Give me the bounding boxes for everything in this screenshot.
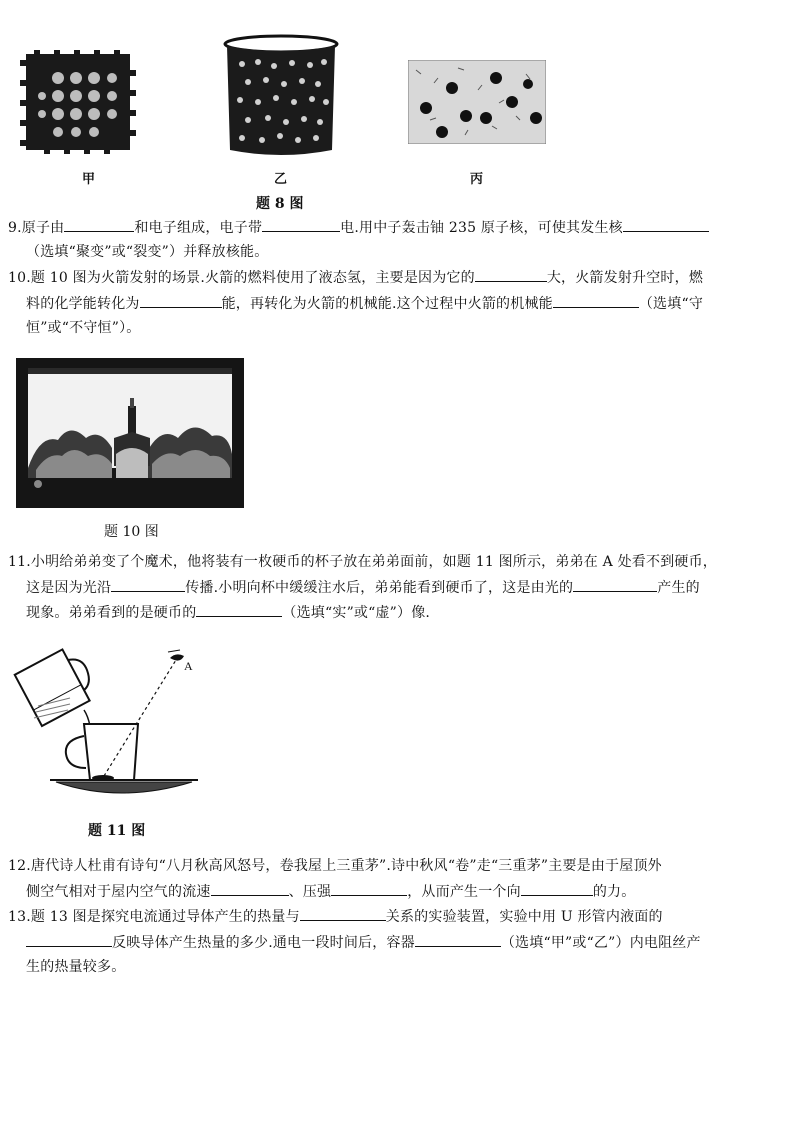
answer-blank[interactable] — [140, 293, 222, 308]
answer-blank[interactable] — [211, 881, 289, 896]
figure-11-caption: 题 11 图 — [88, 823, 146, 839]
answer-blank[interactable] — [111, 577, 185, 592]
answer-blank[interactable] — [623, 217, 709, 232]
question-13-line-3: 生的热量较多。 — [26, 959, 126, 975]
answer-blank[interactable] — [331, 881, 407, 896]
answer-blank[interactable] — [64, 217, 134, 232]
figure-8-label-c: 丙 — [470, 172, 484, 187]
answer-blank[interactable] — [415, 932, 501, 947]
figure-10-rocket-launch-photo — [16, 358, 244, 508]
question-10-line-2: 料的化学能转化为 能，再转化为火箭的机械能.这个过程中火箭的机械能 （选填“守 — [26, 293, 703, 314]
answer-blank[interactable] — [26, 932, 112, 947]
question-11-line-2: 这是因为光沿 传播.小明向杯中缓缓注水后，弟弟能看到硬币了，这是由光的 产生的 — [26, 577, 700, 598]
question-11-line-3: 现象。弟弟看到的是硬币的 （选填“实”或“虚”）像. — [26, 602, 430, 623]
question-11-line-1: 11.小明给弟弟变了个魔术，他将装有一枚硬币的杯子放在弟弟面前，如题 11 图所示，弟弟在 A 处看不到硬币， — [8, 554, 717, 570]
question-9-line-2: （选填“聚变”或“裂变”）并释放核能。 — [26, 244, 269, 260]
answer-blank[interactable] — [553, 293, 639, 308]
figure-8-caption: 题 8 图 — [256, 196, 304, 212]
figure-8-gas-image — [408, 60, 546, 144]
figure-10-caption: 题 10 图 — [104, 524, 159, 540]
figure-8-liquid-beaker — [222, 32, 340, 162]
answer-blank[interactable] — [521, 881, 593, 896]
question-12-line-2: 侧空气相对于屋内空气的流速 、压强 ，从而产生一个向 的力。 — [26, 881, 635, 902]
figure-11-coin-cup-diagram — [10, 640, 210, 810]
question-10-line-3: 恒”或“不守恒”）。 — [26, 320, 141, 336]
question-12-line-1: 12.唐代诗人杜甫有诗句“八月秋高风怒号，卷我屋上三重茅”.诗中秋风“卷”走“三重茅”主要是由于屋顶外 — [8, 858, 662, 874]
question-10-line-1: 10.题 10 图为火箭发射的场景.火箭的燃料使用了液态氢，主要是因为它的 大，火箭发射升空时，燃 — [8, 267, 703, 288]
answer-blank[interactable] — [573, 577, 657, 592]
figure-8-solid-image — [20, 50, 136, 154]
answer-blank[interactable] — [475, 267, 547, 282]
answer-blank[interactable] — [300, 906, 386, 921]
figure-8-label-a: 甲 — [82, 172, 96, 187]
figure-8-label-b: 乙 — [274, 172, 288, 187]
figure-11-point-a-label: A — [184, 659, 193, 673]
answer-blank[interactable] — [196, 602, 282, 617]
question-13-line-1: 13.题 13 图是探究电流通过导体产生的热量与 关系的实验装置，实验中用 U 形管内液面的 — [8, 906, 663, 927]
answer-blank[interactable] — [262, 217, 340, 232]
question-9-line-1: 9.原子由 和电子组成，电子带 电.用中子轰击铀 235 原子核，可使其发生核 — [8, 217, 709, 238]
question-13-line-2: 反映导体产生热量的多少.通电一段时间后，容器 （选填“甲”或“乙”）内电阻丝产 — [26, 932, 701, 953]
